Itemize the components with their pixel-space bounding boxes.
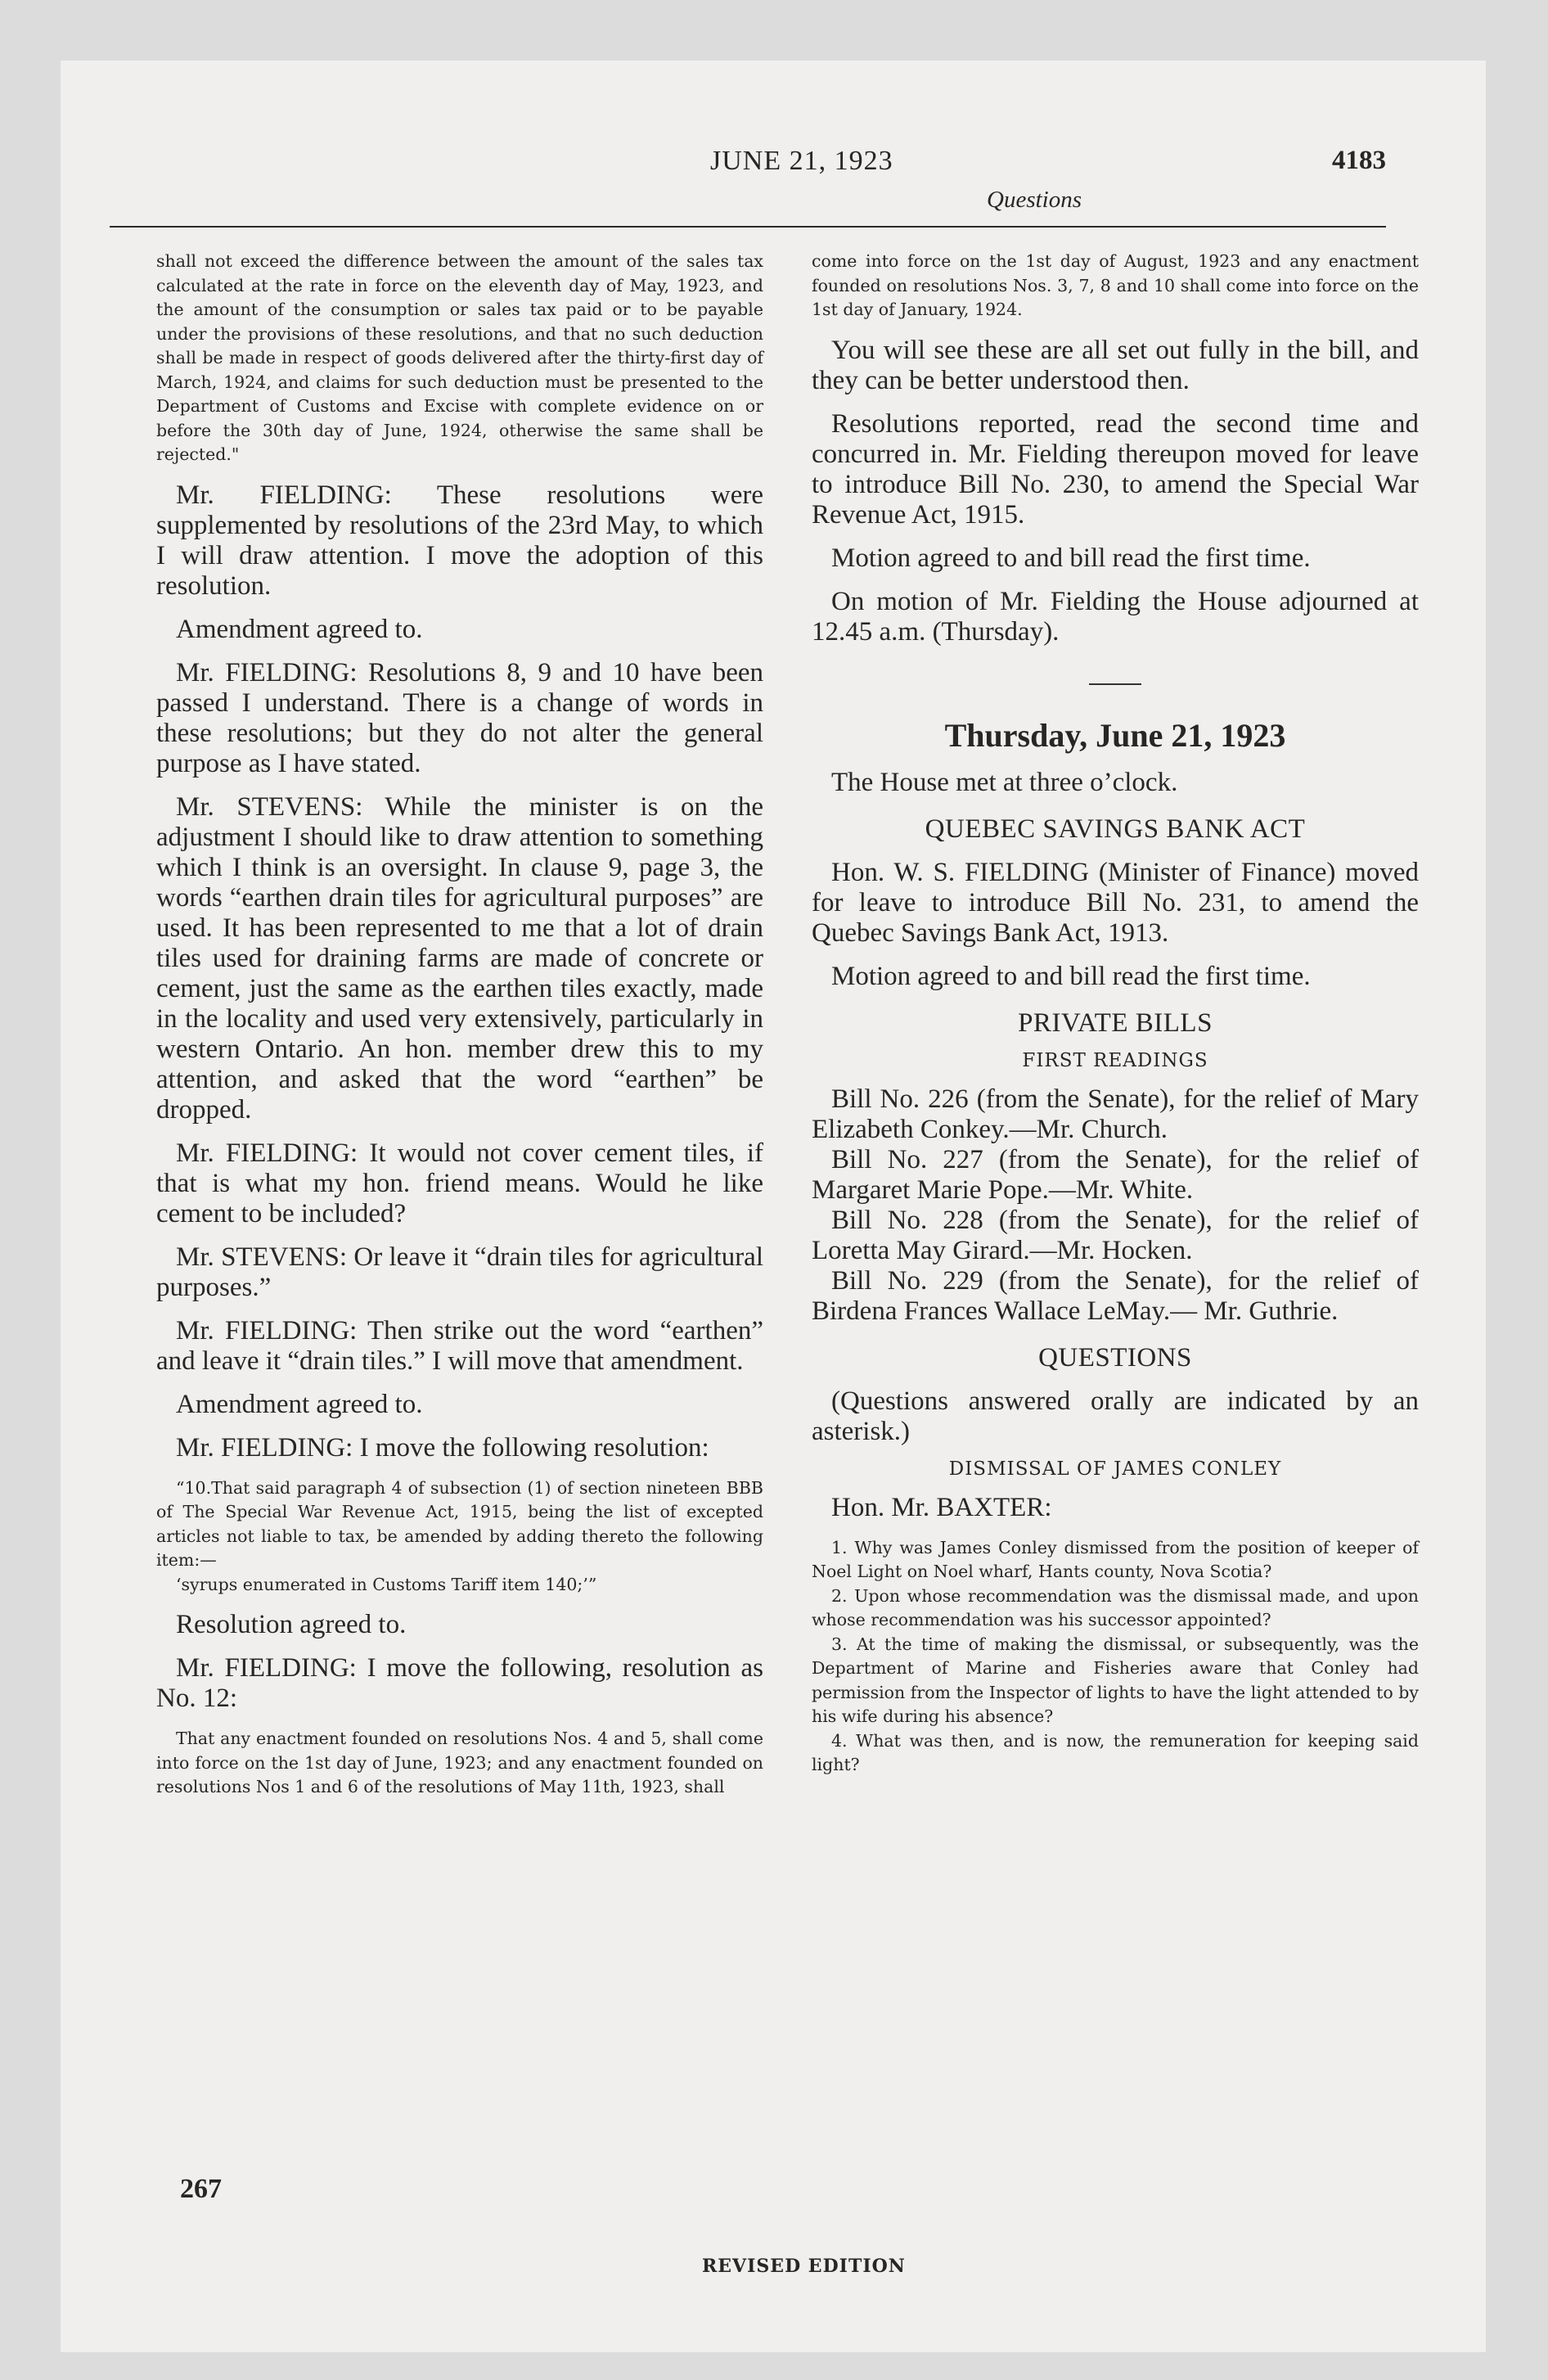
heading-first-readings: FIRST READINGS [1022, 1049, 1208, 1071]
paragraph: Mr. FIELDING: It would not cover cement tiles, if that is what my hon. friend means. Would he like cement to be included? [156, 1138, 763, 1228]
edition-footer: REVISED EDITION [702, 2256, 906, 2277]
paragraph: Motion agreed to and bill read the first time. [831, 543, 1311, 573]
page-sequence-number: 267 [180, 2174, 222, 2204]
paragraph: Mr. FIELDING: I move the following resolution: [176, 1432, 709, 1463]
paragraph: Motion agreed to and bill read the first time. [831, 961, 1311, 991]
heading-questions: QUESTIONS [1038, 1342, 1192, 1373]
section-dash [1089, 683, 1141, 685]
paragraph: Amendment agreed to. [176, 614, 423, 644]
page-header [110, 142, 1386, 216]
list-item: Bill No. 228 (from the Senate), for the relief of Loretta May Girard.—Mr. Hocken. [812, 1205, 1419, 1265]
paragraph: On motion of Mr. Fielding the House adjourned at 12.45 a.m. (Thursday). [812, 586, 1419, 647]
paragraph: Mr. FIELDING: These resolutions were supplemented by resolutions of the 23rd May, to which I will draw attention. I move the adoption of this resolution. [156, 480, 763, 601]
paragraph: The House met at three o’clock. [831, 767, 1178, 797]
paragraph: Mr. STEVENS: Or leave it “drain tiles for agricultural purposes.” [156, 1242, 763, 1302]
paragraph: Mr. STEVENS: While the minister is on the adjustment I should like to draw attention to something which I think is an oversight. In clause 9, page 3, the words “earthen drain tiles for agricultural purposes” are used. It has been represented to me that a lot of drain tiles used for draining farms are made of concrete or cement, just the same as the earthen tiles exactly, made in the locality and used very extensively, particularly in western Ontario. An hon. member drew this to my attention, and asked that the word “earthen” be dropped. [156, 791, 763, 1125]
header-rule [110, 226, 1386, 228]
paragraph: Hon. Mr. BAXTER: [831, 1492, 1052, 1522]
paragraph: Mr. FIELDING: I move the following, resolution as No. 12: [156, 1653, 763, 1713]
sitting-date-heading: Thursday, June 21, 1923 [944, 716, 1286, 754]
resolution-item: ‘syrups enumerated in Customs Tariff item 140;’” [176, 1574, 597, 1594]
list-item: 3. At the time of making the dismissal, or subsequently, was the Department of Marine and Fisheries aware that Conley had permission from the Inspector of lights to have the light attended to by his wife during his absence? [812, 1634, 1419, 1726]
resolution-text: That any enactment founded on resolutions Nos. 4 and 5, shall come into force on the 1st day of June, 1923; and any enactment founded on resolutions Nos 1 and 6 of the resolutions of May 11th, 1923, shall [156, 1729, 763, 1796]
list-item: Bill No. 229 (from the Senate), for the relief of Birdena Frances Wallace LeMay.— Mr. Guthrie. [812, 1265, 1419, 1326]
paragraph: Amendment agreed to. [176, 1389, 423, 1419]
bills-list [812, 1084, 1419, 1327]
paragraph: You will see these are all set out fully in the bill, and they can be better understood then. [812, 335, 1419, 395]
paragraph: Mr. FIELDING: Then strike out the word “earthen” and leave it “drain tiles.” I will move that amendment. [156, 1315, 763, 1376]
questions-list [812, 1536, 1419, 1778]
heading-quebec-savings-bank-act: QUEBEC SAVINGS BANK ACT [925, 814, 1306, 844]
list-item: 2. Upon whose recommendation was the dismissal made, and upon whose recommendation was his successor appointed? [812, 1585, 1419, 1629]
left-column [156, 250, 763, 1800]
paragraph: (Questions answered orally are indicated by an asterisk.) [812, 1386, 1419, 1446]
heading-private-bills: PRIVATE BILLS [1018, 1007, 1213, 1038]
paragraph: come into force on the 1st day of August, 1923 and any enactment founded on resolutions Nos. 3, 7, 8 and 10 shall come into force on the 1st day of January, 1924. [812, 251, 1419, 319]
paragraph: Hon. W. S. FIELDING (Minister of Finance) moved for leave to introduce Bill No. 231, to amend the Quebec Savings Bank Act, 1913. [812, 857, 1419, 948]
list-item: 1. Why was James Conley dismissed from the position of keeper of Noel Light on Noel wharf, Hants county, Nova Scotia? [812, 1537, 1419, 1581]
paragraph: Mr. FIELDING: Resolutions 8, 9 and 10 have been passed I understand. There is a change of words in these resolutions; but they do not alter the general purpose as I have stated. [156, 657, 763, 778]
paragraph: Resolutions reported, read the second time and concurred in. Mr. Fielding thereupon moved for leave to introduce Bill No. 230, to amend the Special War Revenue Act, 1915. [812, 408, 1419, 530]
resolution-text: “10.That said paragraph 4 of subsection (1) of section nineteen BBB of The Special War Revenue Act, 1915, being the list of excepted articles not liable to tax, be amended by adding thereto the following item:— [156, 1477, 763, 1570]
header-section: Questions [987, 187, 1082, 213]
heading-dismissal: DISMISSAL OF JAMES CONLEY [948, 1458, 1282, 1480]
list-item: Bill No. 226 (from the Senate), for the relief of Mary Elizabeth Conkey.—Mr. Church. [812, 1084, 1419, 1144]
paragraph: shall not exceed the difference between the amount of the sales tax calculated at the rate in force on the eleventh day of May, 1923, and the amount of the consumption or sales tax paid or to be payable under the provisions of these resolutions, and that no such deduction shall be made in respect of goods delivered after the thirty-first day of March, 1924, and claims for such deduction must be presented to the Department of Customs and Excise with complete evidence on or before the 30th day of June, 1924, otherwise the same shall be rejected." [156, 251, 763, 464]
header-date: JUNE 21, 1923 [710, 146, 893, 176]
header-page-number: 4183 [1332, 146, 1386, 175]
list-item: Bill No. 227 (from the Senate), for the relief of Margaret Marie Pope.—Mr. White. [812, 1144, 1419, 1205]
paragraph: Resolution agreed to. [176, 1610, 407, 1639]
list-item: 4. What was then, and is now, the remuneration for keeping said light? [812, 1730, 1419, 1774]
right-column [812, 250, 1419, 1778]
